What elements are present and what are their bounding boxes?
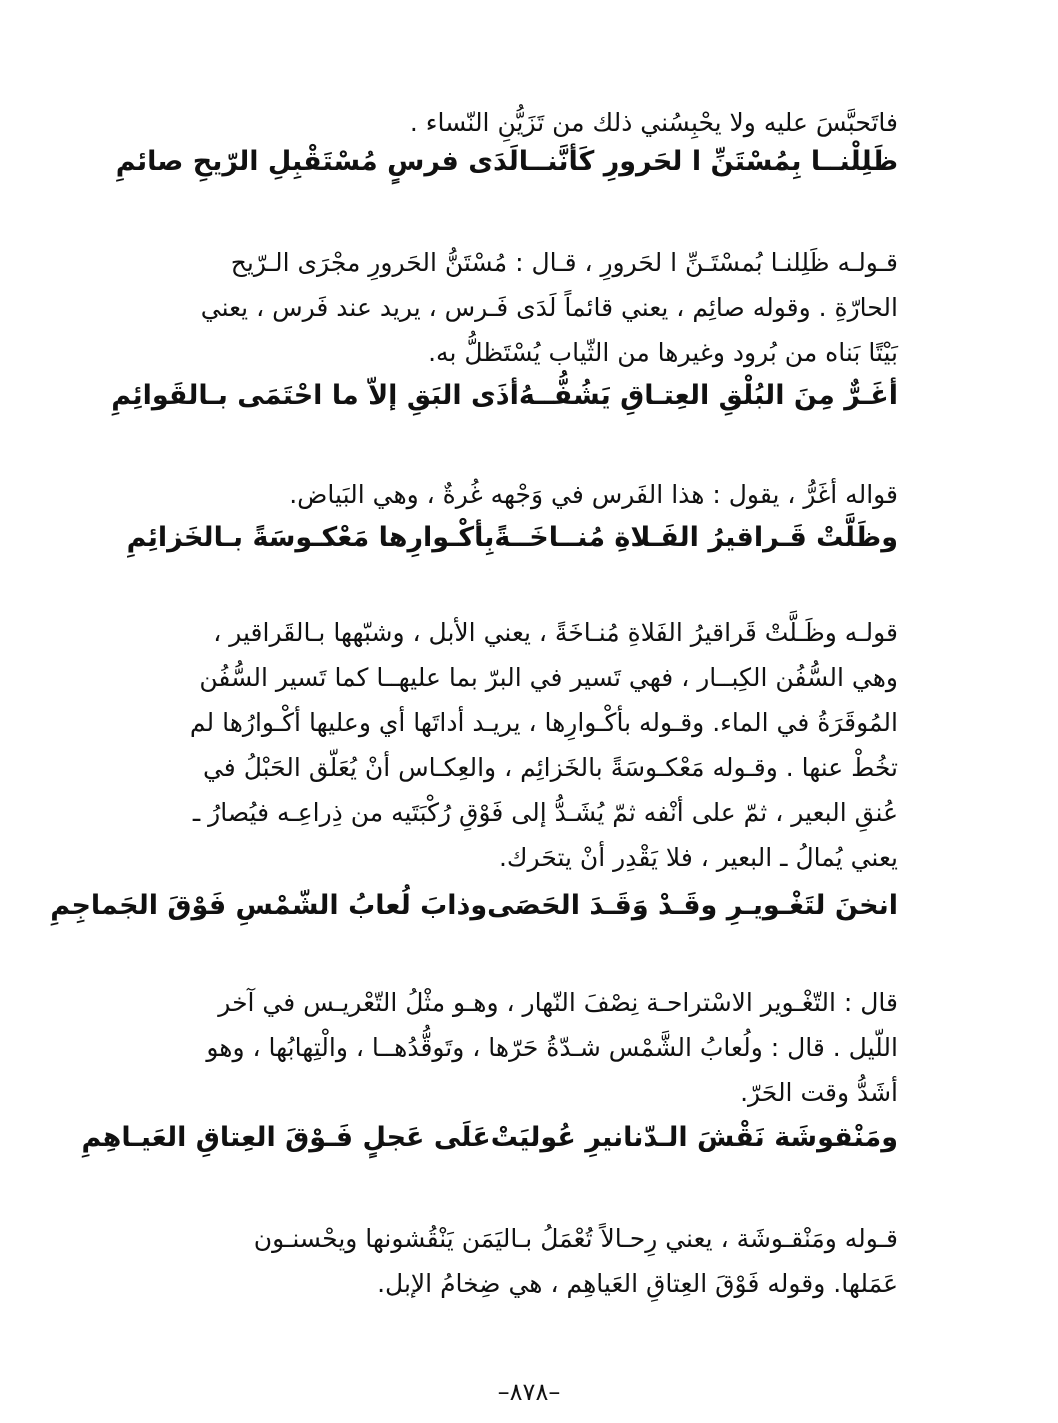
prose-line-block [158, 100, 898, 145]
prose-line: عُنقِ البعير ، ثمّ على أنْفه ثمّ يُشَـدُّ إلى فَوْقِ رُكْبَتَيه من ذِراعِـه فيُصارُ ـ [192, 798, 898, 827]
prose-paragraph [158, 240, 898, 375]
prose-line: أشَدُّ وقت الحَرّ. [740, 1078, 898, 1107]
prose-paragraph [158, 980, 898, 1115]
prose-line: قولـه وظَـلَّتْ قَراقيرُ الفَلاةِ مُنـاخَةً ، يعني الأبل ، وشبّهها بـالقَراقير ، [213, 618, 898, 647]
prose-paragraph [158, 610, 898, 880]
verse-line [115, 140, 898, 184]
prose-line: الحارّةِ . وقوله صائِم ، يعني قائماً لَدَى فَـرس ، يريد عند فَرس ، يعني [200, 293, 898, 322]
verse-first-hemistich: أغَـرٌّ مِنَ البُلْقِ العِتـاقِ يَشُفُّــهُ [518, 380, 898, 411]
prose-line: المُوقَرَةُ في الماء. وقـوله بأكْـوارِها ، يريـد أداتَها أي وعليها أكْـوارُها لم [189, 708, 898, 737]
verse-second-hemistich: لَدَى فرسٍ مُسْتَقْبِلِ الرّيحِ صائمِ [115, 146, 519, 177]
prose-line: وهي السُّفُن الكِبــار ، فهي تَسير في البرّ بما عليهــا كما تَسير السُّفُن [199, 663, 898, 692]
prose-line: قواله أغَرُّ ، يقول : هذا الفَرس في وَجْهه غُرةٌ ، وهي البَياض. [289, 480, 898, 509]
prose-line: بَيْتًا بَناه من بُرود وغيرها من الثّياب يُسْتَظلُّ به. [428, 338, 898, 367]
page-number: –٨٧٨– [497, 1378, 561, 1406]
prose-paragraph [158, 1216, 898, 1306]
prose-line: قـوله ومَنْقـوشَة ، يعني رِحـالاً تُعْمَلُ بـاليَمَن يَنْقُشونها ويحْسنـون [253, 1224, 898, 1253]
verse-first-hemistich: ظَلِلْنــا بِمُسْتَنِّ ا لحَرورِ كَأنَّنــا [518, 146, 898, 177]
verse-line [111, 374, 898, 418]
verse-first-hemistich: وظَلَّتْ قَـراقيرُ الفَـلاةِ مُنــاخَــةً [494, 522, 898, 553]
verse-first-hemistich: ومَنْقوشَة نَقْشَ الـدّنانيرِ عُوليَتْ [490, 1122, 898, 1153]
verse-second-hemistich: عَلَى عَجلٍ فَـوْقَ العِتاقِ العَيـاهِمِ [81, 1122, 491, 1153]
verse-second-hemistich: وذابَ لُعابُ الشّمْسِ فَوْقَ الجَماجِمِ [50, 890, 488, 921]
prose-line: فاتَحبَّسَ عليه ولا يحْبِسُني ذلك من تَزَيُّنِ النّساء . [409, 108, 898, 137]
prose-line: عَمَلها. وقوله فَوْقَ العِتاقِ العَياهِم ، هي ضِخامُ الإبل. [377, 1269, 898, 1298]
prose-line: قال : التّغْـوير الاسْتراحـة نِصْفَ النّهار ، وهـو مثْلُ التّعْريـس في آخر [218, 988, 898, 1017]
verse-line [50, 884, 898, 928]
verse-line [126, 516, 898, 560]
prose-paragraph [158, 472, 898, 517]
prose-line: يعني يُمالُ ـ البعير ، فلا يَقْدِر أنْ يتحَرك. [498, 843, 898, 872]
prose-line: تخُطْ عنها . وقـوله مَعْكـوسَةً بالخَزائِم ، والعِكـاس أنْ يُعَلّق الحَبْلُ في [202, 753, 898, 782]
prose-line: قـولـه ظَلِلنـا بُمسْتَـنِّ ا لحَرورِ ، قـال : مُسْتَنُّ الحَرورِ مجْرَى الـرّيح [230, 248, 898, 277]
verse-line [81, 1116, 898, 1160]
verse-first-hemistich: انخنَ لتَغْـويـرِ وقَـدْ وَقَـدَ الحَصَى [487, 890, 898, 921]
prose-line: اللّيل . قال : ولُعابُ الشَّمْس شـدّةُ حَرّها ، وتَوقُّدُهــا ، والْتِهابُها ، وهو [206, 1033, 898, 1062]
verse-second-hemistich: بِأكْـوارِها مَعْكـوسَةً بـالخَزائِمِ [126, 522, 495, 553]
verse-second-hemistich: أذَى البَقِ إلاّ ما احْتَمَى بـالقَوائِمِ [111, 380, 519, 411]
